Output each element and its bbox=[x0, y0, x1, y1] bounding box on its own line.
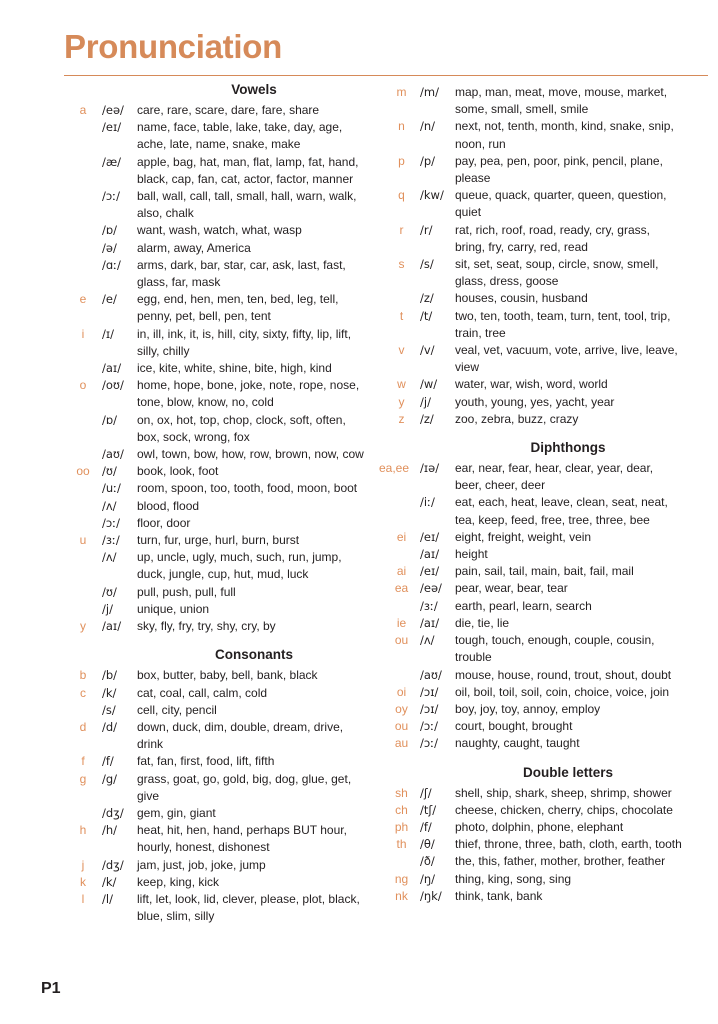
spelling-letter: j bbox=[81, 857, 85, 872]
example-words: boy, joy, toy, annoy, employ bbox=[455, 701, 601, 716]
spelling-letter: ou bbox=[394, 633, 409, 648]
ipa-symbol: /ʊ/ bbox=[102, 584, 117, 599]
ipa-symbol: /eə/ bbox=[420, 581, 442, 596]
ipa-symbol: /k/ bbox=[102, 874, 117, 889]
ipa-symbol: /z/ bbox=[420, 291, 434, 306]
spelling-letter: b bbox=[79, 668, 87, 683]
spelling-letter: au bbox=[394, 736, 409, 751]
double-letters-list bbox=[383, 785, 683, 905]
diphthongs-list bbox=[379, 460, 683, 752]
ipa-symbol: /eɪ/ bbox=[102, 120, 122, 135]
example-words: pay, pea, pen, poor, pink, pencil, plane, please bbox=[455, 153, 663, 186]
spelling-letter: o bbox=[79, 378, 87, 393]
spelling-letter: i bbox=[81, 326, 85, 341]
example-words: queue, quack, quarter, queen, question, quiet bbox=[455, 188, 667, 220]
ipa-symbol: /l/ bbox=[102, 891, 113, 906]
example-words: die, tie, lie bbox=[455, 615, 510, 630]
spelling-letter: s bbox=[398, 257, 405, 272]
pronunciation-row bbox=[383, 802, 683, 819]
ipa-symbol: /f/ bbox=[102, 754, 114, 769]
ipa-symbol: /e/ bbox=[102, 292, 117, 307]
spelling-letter bbox=[64, 549, 102, 583]
ipa-symbol: /m/ bbox=[420, 85, 439, 99]
spelling-letter bbox=[64, 498, 102, 515]
pronunciation-row bbox=[383, 394, 683, 411]
ipa-symbol: /dʒ/ bbox=[102, 805, 124, 820]
pronunciation-row bbox=[64, 154, 364, 188]
ipa-symbol: /ɒ/ bbox=[102, 223, 118, 238]
pronunciation-row bbox=[383, 598, 683, 615]
pronunciation-row bbox=[383, 222, 683, 256]
example-words: pull, push, pull, full bbox=[137, 584, 236, 599]
ipa-symbol: /v/ bbox=[420, 343, 435, 358]
example-words: lift, let, look, lid, clever, please, plot, black, blue, slim, silly bbox=[137, 891, 360, 924]
pronunciation-row bbox=[383, 256, 683, 290]
ipa-symbol: /f/ bbox=[420, 819, 432, 834]
example-words: map, man, meat, move, mouse, market, some, small, smell, smile bbox=[455, 85, 668, 117]
ipa-symbol: /eɪ/ bbox=[420, 529, 440, 544]
right-column bbox=[379, 84, 683, 905]
spelling-letter: v bbox=[398, 343, 405, 358]
ipa-symbol: /ʌ/ bbox=[102, 550, 117, 565]
pronunciation-row bbox=[64, 412, 364, 446]
spelling-letter: ea bbox=[394, 581, 409, 596]
spelling-letter bbox=[64, 257, 102, 291]
example-words: egg, end, hen, men, ten, bed, leg, tell, penny, pet, bell, pen, tent bbox=[137, 292, 339, 324]
ipa-symbol: /kw/ bbox=[420, 188, 444, 203]
example-words: ear, near, fear, hear, clear, year, dear, beer, cheer, deer bbox=[455, 461, 654, 493]
pronunciation-row bbox=[383, 411, 683, 428]
example-words: pain, sail, tail, main, bait, fail, mail bbox=[455, 564, 634, 579]
example-words: name, face, table, lake, take, day, age, ache, late, name, snake, make bbox=[137, 120, 343, 152]
example-words: shell, ship, shark, sheep, shrimp, shower bbox=[455, 785, 672, 800]
example-words: on, ox, hot, top, chop, clock, soft, often, box, sock, wrong, fox bbox=[137, 412, 346, 444]
left-column bbox=[64, 82, 364, 925]
ipa-symbol: /ɔɪ/ bbox=[420, 684, 439, 699]
example-words: veal, vet, vacuum, vote, arrive, live, leave, view bbox=[455, 343, 678, 375]
spelling-letter bbox=[64, 601, 102, 618]
pronunciation-row bbox=[64, 188, 364, 222]
pronunciation-row bbox=[383, 187, 683, 221]
pronunciation-row bbox=[64, 805, 364, 822]
ipa-symbol: /θ/ bbox=[420, 837, 435, 852]
ipa-symbol: /tʃ/ bbox=[420, 802, 437, 817]
pronunciation-row bbox=[379, 460, 683, 494]
ipa-symbol: /ɔː/ bbox=[102, 189, 120, 204]
pronunciation-row bbox=[64, 753, 364, 770]
example-words: alarm, away, America bbox=[137, 240, 251, 255]
example-words: court, bought, brought bbox=[455, 719, 573, 734]
spelling-letter: a bbox=[79, 103, 87, 117]
example-words: thing, king, song, sing bbox=[455, 871, 572, 886]
spelling-letter: z bbox=[398, 411, 405, 426]
pronunciation-row bbox=[383, 836, 683, 853]
spelling-letter bbox=[383, 546, 420, 563]
example-words: houses, cousin, husband bbox=[455, 291, 588, 306]
spelling-letter: sh bbox=[395, 785, 408, 800]
spelling-letter bbox=[383, 598, 420, 615]
pronunciation-row bbox=[383, 701, 683, 718]
spelling-letter: r bbox=[399, 222, 404, 237]
spelling-letter: oy bbox=[395, 701, 408, 716]
example-words: earth, pearl, learn, search bbox=[455, 598, 592, 613]
pronunciation-row bbox=[383, 871, 683, 888]
example-words: photo, dolphin, phone, elephant bbox=[455, 819, 624, 834]
example-words: floor, door bbox=[137, 515, 191, 530]
example-words: grass, goat, go, gold, big, dog, glue, get, give bbox=[137, 771, 352, 803]
example-words: cell, city, pencil bbox=[137, 702, 217, 717]
ipa-symbol: /w/ bbox=[420, 377, 438, 392]
consonants-list-left bbox=[64, 667, 364, 925]
pronunciation-row bbox=[64, 446, 364, 463]
pronunciation-row bbox=[64, 685, 364, 702]
ipa-symbol: /j/ bbox=[102, 601, 113, 616]
example-words: down, duck, dim, double, dream, drive, drink bbox=[137, 719, 344, 752]
page-title: Pronunciation bbox=[64, 28, 282, 65]
spelling-letter: h bbox=[79, 823, 87, 838]
spelling-letter bbox=[383, 853, 420, 870]
spelling-letter: y bbox=[80, 619, 86, 634]
spelling-letter: oi bbox=[396, 684, 407, 699]
ipa-symbol: /z/ bbox=[420, 411, 434, 426]
spelling-letter: p bbox=[398, 153, 405, 168]
spelling-letter: th bbox=[396, 837, 407, 852]
ipa-symbol: /ʃ/ bbox=[420, 785, 432, 800]
spelling-letter bbox=[64, 805, 102, 822]
spelling-letter bbox=[64, 119, 102, 153]
ipa-symbol: /s/ bbox=[420, 257, 434, 272]
vowels-list bbox=[64, 102, 364, 635]
spelling-letter: w bbox=[397, 377, 406, 392]
pronunciation-row bbox=[383, 118, 683, 152]
pronunciation-row bbox=[383, 84, 683, 118]
example-words: unique, union bbox=[137, 601, 210, 616]
spelling-letter: k bbox=[80, 874, 86, 889]
ipa-symbol: /k/ bbox=[102, 685, 117, 700]
spelling-letter: ie bbox=[396, 615, 407, 630]
ipa-symbol: /ŋ/ bbox=[420, 871, 436, 886]
pronunciation-row bbox=[64, 874, 364, 891]
ipa-symbol: /ɪə/ bbox=[420, 461, 440, 476]
spelling-letter: f bbox=[81, 754, 85, 769]
example-words: think, tank, bank bbox=[455, 888, 543, 903]
diphthongs-heading: Diphthongs bbox=[530, 440, 606, 456]
page-number: P1 bbox=[41, 980, 61, 997]
pronunciation-row bbox=[64, 667, 364, 684]
example-words: ball, wall, call, tall, small, hall, warn, walk, also, chalk bbox=[137, 189, 357, 221]
ipa-symbol: /ʌ/ bbox=[420, 633, 435, 648]
ipa-symbol: /ɪ/ bbox=[102, 326, 115, 341]
spelling-letter: ch bbox=[395, 802, 408, 817]
ipa-symbol: /ð/ bbox=[420, 854, 435, 869]
ipa-symbol: /t/ bbox=[420, 308, 433, 323]
ipa-symbol: /d/ bbox=[102, 719, 118, 734]
example-words: sit, set, seat, soup, circle, snow, smell, glass, dress, goose bbox=[455, 257, 659, 289]
pronunciation-row bbox=[64, 119, 364, 153]
ipa-symbol: /p/ bbox=[420, 153, 436, 168]
example-words: in, ill, ink, it, is, hill, city, sixty, fifty, lip, lift, silly, chilly bbox=[137, 326, 352, 358]
example-words: fat, fan, first, food, lift, fifth bbox=[137, 754, 275, 769]
ipa-symbol: /aɪ/ bbox=[420, 615, 440, 630]
spelling-letter bbox=[64, 154, 102, 188]
pronunciation-row bbox=[64, 857, 364, 874]
pronunciation-row bbox=[383, 819, 683, 836]
ipa-symbol: /ɜː/ bbox=[102, 533, 120, 548]
pronunciation-row bbox=[64, 257, 364, 291]
pronunciation-row bbox=[64, 515, 364, 532]
example-words: care, rare, scare, dare, fare, share bbox=[137, 103, 320, 117]
example-words: rat, rich, roof, road, ready, cry, grass, bring, fry, carry, red, read bbox=[455, 222, 650, 254]
spelling-letter bbox=[64, 360, 102, 377]
example-words: next, not, tenth, month, kind, snake, snip, noon, run bbox=[455, 119, 674, 151]
ipa-symbol: /ɒ/ bbox=[102, 412, 118, 427]
double-letters-heading: Double letters bbox=[522, 764, 614, 780]
pronunciation-row bbox=[64, 584, 364, 601]
pronunciation-row bbox=[383, 667, 683, 684]
example-words: up, uncle, ugly, much, such, run, jump, duck, jungle, cup, hut, mud, luck bbox=[137, 550, 342, 582]
title-rule bbox=[64, 75, 708, 76]
example-words: gem, gin, giant bbox=[137, 805, 216, 820]
ipa-symbol: /h/ bbox=[102, 823, 118, 838]
pronunciation-row bbox=[383, 529, 683, 546]
spelling-letter: m bbox=[396, 85, 407, 99]
example-words: water, war, wish, word, world bbox=[455, 377, 608, 392]
example-words: tough, touch, enough, couple, cousin, trouble bbox=[455, 633, 655, 665]
spelling-letter: n bbox=[398, 119, 405, 134]
example-words: pear, wear, bear, tear bbox=[455, 581, 568, 596]
ipa-symbol: /aʊ/ bbox=[420, 667, 442, 682]
ipa-symbol: /aɪ/ bbox=[102, 619, 122, 634]
spelling-letter: ou bbox=[394, 719, 409, 734]
ipa-symbol: /ŋk/ bbox=[420, 888, 442, 903]
spelling-letter: e bbox=[79, 292, 87, 307]
example-words: box, butter, baby, bell, bank, black bbox=[137, 668, 318, 683]
pronunciation-row bbox=[383, 290, 683, 307]
ipa-symbol: /oʊ/ bbox=[102, 378, 124, 393]
pronunciation-row bbox=[64, 549, 364, 583]
pronunciation-row bbox=[64, 601, 364, 618]
pronunciation-row bbox=[383, 153, 683, 187]
pronunciation-row bbox=[64, 702, 364, 719]
spelling-letter bbox=[64, 515, 102, 532]
ipa-symbol: /b/ bbox=[102, 668, 118, 683]
spelling-letter: l bbox=[81, 891, 85, 906]
ipa-symbol: /s/ bbox=[102, 702, 116, 717]
example-words: sky, fly, fry, try, shy, cry, by bbox=[137, 619, 276, 634]
ipa-symbol: /ɔː/ bbox=[420, 719, 438, 734]
spelling-letter bbox=[64, 446, 102, 463]
pronunciation-row bbox=[64, 360, 364, 377]
pronunciation-row bbox=[383, 718, 683, 735]
example-words: turn, fur, urge, hurl, burn, burst bbox=[137, 533, 300, 548]
pronunciation-row bbox=[383, 615, 683, 632]
pronunciation-row bbox=[64, 480, 364, 497]
spelling-letter: ea,ee bbox=[379, 461, 410, 476]
pronunciation-row bbox=[64, 822, 364, 856]
pronunciation-row bbox=[64, 771, 364, 805]
ipa-symbol: /ɔː/ bbox=[420, 736, 438, 751]
pronunciation-row bbox=[383, 580, 683, 597]
spelling-letter: y bbox=[398, 394, 405, 409]
example-words: youth, young, yes, yacht, year bbox=[455, 394, 615, 409]
spelling-letter bbox=[64, 480, 102, 497]
ipa-symbol: /ɑː/ bbox=[102, 257, 121, 272]
example-words: home, hope, bone, joke, note, rope, nose, tone, blow, know, no, cold bbox=[137, 378, 360, 410]
example-words: zoo, zebra, buzz, crazy bbox=[455, 411, 579, 426]
pronunciation-row bbox=[64, 498, 364, 515]
example-words: room, spoon, too, tooth, food, moon, boot bbox=[137, 481, 358, 496]
ipa-symbol: /uː/ bbox=[102, 481, 121, 496]
ipa-symbol: /ɔɪ/ bbox=[420, 701, 439, 716]
spelling-letter: ng bbox=[394, 871, 409, 886]
spelling-letter bbox=[64, 222, 102, 239]
example-words: eat, each, heat, leave, clean, seat, neat, tea, keep, feed, free, tree, three, bee bbox=[455, 495, 668, 527]
pronunciation-row bbox=[383, 785, 683, 802]
ipa-symbol: /n/ bbox=[420, 119, 436, 134]
ipa-symbol: /æ/ bbox=[102, 154, 122, 169]
spelling-letter bbox=[383, 494, 420, 528]
pronunciation-row bbox=[64, 377, 364, 411]
spelling-letter: nk bbox=[395, 888, 408, 903]
example-words: cheese, chicken, cherry, chips, chocolate bbox=[455, 802, 673, 817]
ipa-symbol: /eə/ bbox=[102, 103, 124, 117]
pronunciation-row bbox=[64, 719, 364, 753]
spelling-letter bbox=[383, 667, 420, 684]
spelling-letter bbox=[64, 188, 102, 222]
ipa-symbol: /dʒ/ bbox=[102, 857, 124, 872]
pronunciation-row bbox=[383, 546, 683, 563]
ipa-symbol: /iː/ bbox=[420, 495, 435, 510]
ipa-symbol: /ʊ/ bbox=[102, 464, 117, 479]
pronunciation-row bbox=[383, 632, 683, 666]
example-words: height bbox=[455, 547, 488, 562]
example-words: heat, hit, hen, hand, perhaps BUT hour, hourly, honest, dishonest bbox=[137, 823, 347, 855]
example-words: eight, freight, weight, vein bbox=[455, 529, 592, 544]
pronunciation-row bbox=[383, 853, 683, 870]
pronunciation-row bbox=[64, 291, 364, 325]
pronunciation-row bbox=[383, 494, 683, 528]
example-words: owl, town, bow, how, row, brown, now, cow bbox=[137, 447, 364, 462]
example-words: cat, coal, call, calm, cold bbox=[137, 685, 268, 700]
consonants-heading: Consonants bbox=[214, 647, 293, 663]
example-words: blood, flood bbox=[137, 498, 200, 513]
pronunciation-row bbox=[383, 888, 683, 905]
example-words: apple, bag, hat, man, flat, lamp, fat, hand, black, cap, fan, cat, actor, factor, manner bbox=[137, 154, 359, 186]
ipa-symbol: /ə/ bbox=[102, 240, 117, 255]
spelling-letter: t bbox=[399, 308, 404, 323]
example-words: the, this, father, mother, brother, feather bbox=[455, 854, 666, 869]
spelling-letter bbox=[64, 240, 102, 257]
ipa-symbol: /aʊ/ bbox=[102, 447, 124, 462]
spelling-letter: q bbox=[398, 188, 405, 203]
spelling-letter: c bbox=[80, 685, 86, 700]
spelling-letter bbox=[64, 584, 102, 601]
pronunciation-row bbox=[64, 618, 364, 635]
example-words: keep, king, kick bbox=[137, 874, 220, 889]
spelling-letter: oo bbox=[76, 464, 90, 479]
vowels-heading: Vowels bbox=[231, 82, 277, 97]
pronunciation-row bbox=[64, 240, 364, 257]
ipa-symbol: /aɪ/ bbox=[102, 361, 122, 376]
ipa-symbol: /ɔː/ bbox=[102, 515, 120, 530]
example-words: jam, just, job, joke, jump bbox=[137, 857, 266, 872]
pronunciation-row bbox=[64, 463, 364, 480]
pronunciation-row bbox=[64, 102, 364, 119]
example-words: naughty, caught, taught bbox=[455, 736, 580, 751]
spelling-letter: ph bbox=[394, 819, 409, 834]
ipa-symbol: /ʌ/ bbox=[102, 498, 117, 513]
pronunciation-row bbox=[383, 735, 683, 752]
example-words: mouse, house, round, trout, shout, doubt bbox=[455, 667, 672, 682]
pronunciation-row bbox=[383, 308, 683, 342]
example-words: want, wash, watch, what, wasp bbox=[137, 223, 302, 238]
ipa-symbol: /eɪ/ bbox=[420, 564, 440, 579]
pronunciation-row bbox=[64, 222, 364, 239]
example-words: book, look, foot bbox=[137, 464, 219, 479]
spelling-letter bbox=[64, 412, 102, 446]
spelling-letter: g bbox=[79, 771, 87, 786]
ipa-symbol: /j/ bbox=[420, 394, 431, 409]
spelling-letter bbox=[383, 290, 420, 307]
example-words: ice, kite, white, shine, bite, high, kind bbox=[137, 361, 332, 376]
pronunciation-row bbox=[383, 376, 683, 393]
ipa-symbol: /r/ bbox=[420, 222, 433, 237]
pronunciation-row bbox=[383, 684, 683, 701]
pronunciation-row bbox=[64, 326, 364, 360]
example-words: two, ten, tooth, team, turn, tent, tool, trip, train, tree bbox=[455, 308, 671, 340]
pronunciation-row bbox=[64, 532, 364, 549]
pronunciation-row bbox=[383, 342, 683, 376]
spelling-letter: d bbox=[79, 719, 87, 734]
consonants-list-right bbox=[383, 84, 683, 428]
spelling-letter: u bbox=[79, 533, 87, 548]
spelling-letter: ai bbox=[396, 564, 407, 579]
example-words: oil, boil, toil, soil, coin, choice, voice, join bbox=[455, 684, 670, 699]
pronunciation-row bbox=[383, 563, 683, 580]
spelling-letter: ei bbox=[396, 529, 407, 544]
example-words: thief, throne, three, bath, cloth, earth, tooth bbox=[455, 837, 682, 852]
spelling-letter bbox=[64, 702, 102, 719]
ipa-symbol: /aɪ/ bbox=[420, 547, 440, 562]
ipa-symbol: /g/ bbox=[102, 771, 118, 786]
ipa-symbol: /ɜː/ bbox=[420, 598, 438, 613]
example-words: arms, dark, bar, star, car, ask, last, fast, glass, far, mask bbox=[137, 257, 346, 290]
pronunciation-row bbox=[64, 891, 364, 925]
